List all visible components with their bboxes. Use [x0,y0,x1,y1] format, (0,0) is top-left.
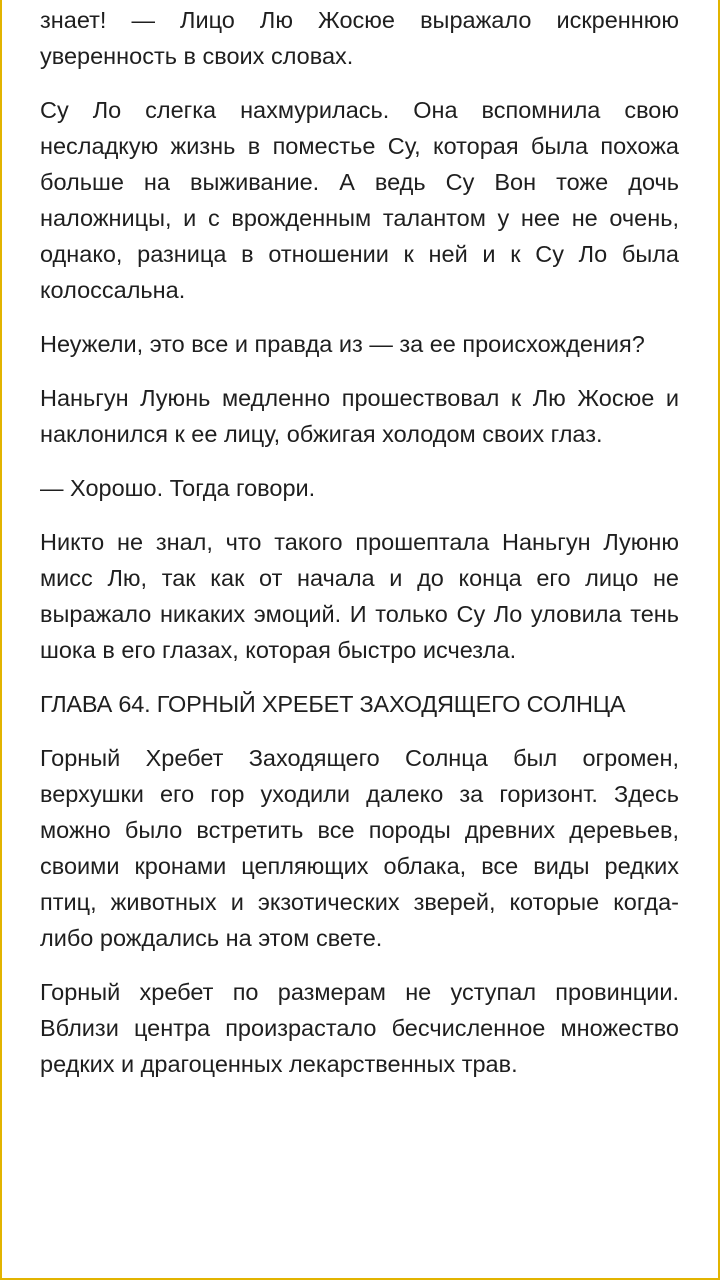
reader-content[interactable] [40,2,679,1100]
paragraph-8: Горный хребет по размерам не уступал провинции. Вблизи центра произрастало бесчисленное множество редких и драгоценных лекарственных трав. [40,979,679,1077]
paragraph-4: Наньгун Луюнь медленно прошествовал к Лю Жосюе и наклонился к ее лицу, обжигая холодом своих глаз. [40,385,679,447]
paragraph-7: Горный Хребет Заходящего Солнца был огромен, верхушки его гор уходили далеко за горизонт. Здесь можно было встретить все породы древних деревьев, своими кронами цепляющих облака, все виды редких птиц, животных и экзотических зверей, которые когда-либо рождались на этом свете. [40,745,679,951]
paragraph-6: Никто не знал, что такого прошептала Наньгун Луюню мисс Лю, так как от начала и до конца его лицо не выражало никаких эмоций. И только Су Ло уловила тень шока в его глазах, которая быстро исчезла. [40,529,679,663]
paragraph-5: — Хорошо. Тогда говори. [40,475,316,501]
paragraph-2: Су Ло слегка нахмурилась. Она вспомнила свою несладкую жизнь в поместье Су, которая была похожа больше на выживание. А ведь Су Вон тоже дочь наложницы, и с врожденным талантом у нее не очень, однако, разница в отношении к ней и к Су Ло была колоссальна. [40,97,679,303]
paragraph-3: Неужели, это все и правда из — за ее происхождения? [40,331,645,357]
chapter-heading: ГЛАВА 64. ГОРНЫЙ ХРЕБЕТ ЗАХОДЯЩЕГО СОЛНЦА [40,691,626,717]
paragraph-1: знает! — Лицо Лю Жосюе выражало искреннюю уверенность в своих словах. [40,7,679,69]
